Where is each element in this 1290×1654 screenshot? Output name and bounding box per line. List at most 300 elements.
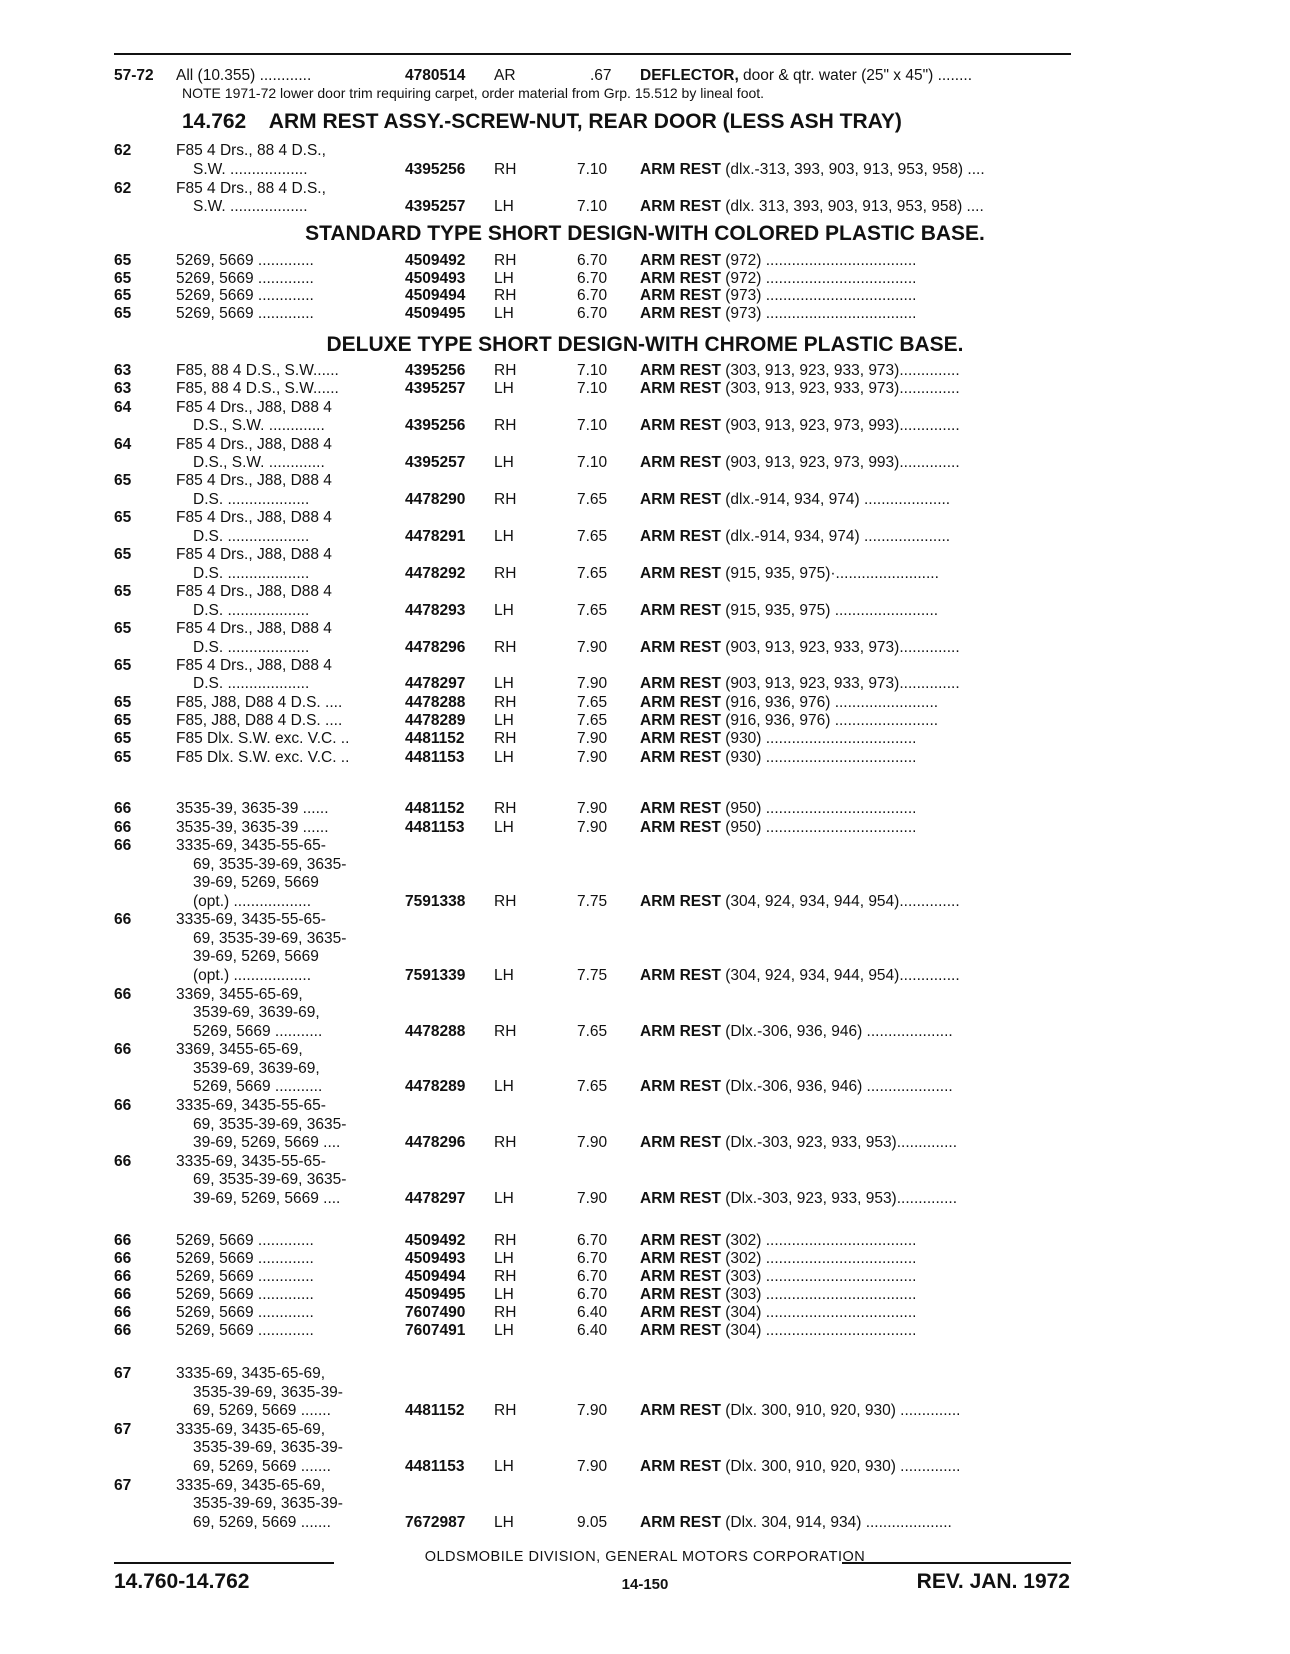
year: 65: [114, 693, 132, 711]
year: 65: [114, 748, 132, 766]
description-bold: ARM REST: [640, 1250, 721, 1267]
catalog-row: [0, 252, 1290, 271]
year: 66: [114, 1286, 132, 1303]
price: 7.90: [577, 800, 608, 817]
description-text: (973) ...................................: [720, 287, 917, 305]
description-text: (973) ...................................: [720, 305, 917, 323]
side: RH: [494, 362, 517, 379]
year: 66: [114, 1152, 132, 1170]
year: 65: [114, 287, 132, 305]
description-bold: ARM REST: [640, 800, 721, 817]
catalog-row: [0, 380, 1290, 399]
model-line: F85 4 Drs., J88, D88 4: [176, 620, 332, 637]
part-number: 7607491: [405, 1322, 466, 1339]
model-line: 5269, 5669 .............: [176, 287, 314, 305]
subheading-standard: STANDARD TYPE SHORT DESIGN-WITH COLORED PLASTIC BASE.: [305, 222, 985, 245]
model-line: 69, 5269, 5669 .......: [193, 1513, 331, 1531]
side: RH: [494, 564, 517, 582]
year: 66: [114, 1041, 132, 1059]
catalog-row: [0, 1477, 1290, 1533]
model-line: 3535-39, 3635-39 ......: [176, 800, 329, 817]
year: 66: [114, 1268, 132, 1285]
side: LH: [494, 454, 514, 472]
footer-division: OLDSMOBILE DIVISION, GENERAL MOTORS CORPORATION: [424, 1549, 866, 1565]
description: [640, 1304, 916, 1322]
description: [640, 161, 985, 179]
description: [640, 287, 916, 305]
catalog-row: [0, 1365, 1290, 1421]
description: [640, 749, 916, 767]
description-text: (Dlx.-303, 923, 933, 953)..............: [720, 1134, 958, 1152]
description-text: (304) ...................................: [720, 1322, 917, 1339]
catalog-row: [0, 399, 1290, 436]
model-line: 5269, 5669 .............: [176, 1322, 314, 1339]
part-number: 4478289: [405, 712, 466, 730]
price: 6.70: [577, 252, 608, 269]
catalog-row: [0, 1097, 1290, 1153]
year: 66: [114, 1097, 132, 1114]
description: [640, 198, 984, 216]
price: 7.90: [577, 1134, 608, 1152]
description-bold: ARM REST: [640, 693, 721, 711]
model-line: 5269, 5669 .............: [176, 1232, 314, 1249]
model-line: D.S. ...................: [193, 601, 310, 619]
price: 7.75: [577, 967, 608, 985]
description: [640, 675, 960, 693]
catalog-row: [0, 800, 1290, 819]
description-bold: ARM REST: [640, 380, 721, 398]
description-bold: ARM REST: [640, 1189, 721, 1207]
price: .67: [590, 67, 612, 84]
side: RH: [494, 693, 517, 711]
model-line: D.S., S.W. .............: [193, 417, 325, 435]
description: [640, 380, 960, 398]
model-line: F85 4 Drs., J88, D88 4: [176, 509, 332, 527]
part-number: 7672987: [405, 1513, 466, 1531]
description-bold: ARM REST: [640, 1134, 721, 1152]
model-line: F85 4 Drs., J88, D88 4: [176, 656, 332, 674]
year: 65: [114, 656, 132, 674]
part-number: 4509493: [405, 1250, 466, 1267]
description-bold: ARM REST: [640, 1286, 721, 1303]
catalog-row: [0, 362, 1290, 381]
catalog-row: [0, 180, 1290, 217]
catalog-row: [0, 911, 1290, 985]
price: 7.75: [577, 892, 608, 910]
price: 7.65: [577, 490, 608, 508]
model-line: F85, 88 4 D.S., S.W......: [176, 362, 339, 379]
model-line: 3535-39-69, 3635-39-: [193, 1439, 343, 1457]
part-number: 4395256: [405, 160, 466, 178]
catalog-row: [0, 986, 1290, 1042]
part-number: 4478288: [405, 693, 466, 711]
side: LH: [494, 380, 514, 398]
year: 65: [114, 620, 132, 637]
model-line: 69, 3535-39-69, 3635-: [193, 855, 347, 873]
part-number: 4478288: [405, 1022, 466, 1040]
price: 6.70: [577, 1268, 608, 1285]
description: [640, 528, 950, 546]
year: 65: [114, 712, 132, 730]
model-line: F85 4 Drs., J88, D88 4: [176, 546, 332, 564]
price: 7.90: [577, 675, 608, 693]
side: RH: [494, 252, 517, 269]
description-text: (303) ...................................: [720, 1286, 917, 1303]
year: 65: [114, 252, 132, 269]
side: LH: [494, 818, 514, 836]
model-line: F85, 88 4 D.S., S.W......: [176, 380, 339, 398]
description-text: (915, 935, 975) ........................: [720, 601, 939, 619]
side: LH: [494, 1250, 514, 1267]
side: RH: [494, 490, 517, 508]
description-text: (972) ...................................: [720, 252, 917, 269]
footer-page-number: 14-150: [621, 1576, 669, 1593]
year: 62: [114, 179, 132, 197]
description-text: (303, 913, 923, 933, 973)..............: [720, 362, 960, 379]
description: [640, 730, 916, 748]
part-number: 4478292: [405, 564, 466, 582]
part-number: 4395257: [405, 198, 466, 216]
model-line: D.S. ...................: [193, 675, 310, 693]
model-line: 3335-69, 3435-65-69,: [176, 1476, 326, 1494]
description: [640, 712, 938, 730]
catalog-row: [0, 1268, 1290, 1287]
part-number: 4395257: [405, 454, 466, 472]
section-title: 14.762 ARM REST ASSY.-SCREW-NUT, REAR DOOR (LESS ASH TRAY): [182, 110, 902, 133]
description-text: (dlx.-914, 934, 974) ....................: [720, 527, 951, 545]
description-bold: ARM REST: [640, 892, 721, 910]
price: 7.90: [577, 638, 608, 656]
price: 7.10: [577, 454, 608, 472]
part-number: 4780514: [405, 67, 466, 84]
model-line: F85 4 Drs., J88, D88 4: [176, 435, 332, 453]
price: 7.10: [577, 160, 608, 178]
top-rule: [114, 53, 1071, 55]
part-number: 4481152: [405, 800, 465, 817]
description: [640, 1023, 953, 1041]
price: 6.70: [577, 1250, 608, 1267]
description: [640, 819, 916, 837]
model-line: 69, 3535-39-69, 3635-: [193, 1171, 347, 1189]
side: LH: [494, 967, 514, 985]
description-bold: ARM REST: [640, 527, 721, 545]
price: 7.65: [577, 693, 608, 711]
description-bold: ARM REST: [640, 160, 721, 178]
description-text: (950) ...................................: [720, 800, 917, 817]
description-bold: ARM REST: [640, 252, 721, 269]
description-bold: ARM REST: [640, 818, 721, 836]
side: RH: [494, 730, 517, 748]
price: 7.65: [577, 1078, 608, 1096]
description: [640, 893, 960, 911]
price: 7.90: [577, 818, 608, 836]
description-text: (Dlx.-306, 936, 946) ....................: [720, 1022, 953, 1040]
side: LH: [494, 1189, 514, 1207]
model-line: 3539-69, 3639-69,: [193, 1004, 320, 1022]
price: 7.90: [577, 1457, 608, 1475]
catalog-row: [0, 472, 1290, 509]
model-line: 39-69, 5269, 5669 ....: [193, 1189, 341, 1207]
year: 64: [114, 398, 132, 416]
side: LH: [494, 675, 514, 693]
model-line: F85 4 Drs., J88, D88 4: [176, 398, 332, 416]
description-bold: ARM REST: [640, 967, 721, 985]
part-number: 4395256: [405, 417, 466, 435]
part-number: 4478296: [405, 638, 466, 656]
description: DEFLECTOR, door & qtr. water (25" x 45") ........: [640, 67, 973, 84]
description-text: (930) ...................................: [720, 730, 917, 748]
description-text: (302) ...................................: [720, 1232, 917, 1249]
description-bold: ARM REST: [640, 1078, 721, 1096]
description: [640, 1232, 916, 1250]
catalog-row: [0, 749, 1290, 768]
side: LH: [494, 1078, 514, 1096]
description-text: (304) ...................................: [720, 1304, 917, 1321]
price: 7.90: [577, 748, 608, 766]
description: [640, 602, 938, 620]
year: 67: [114, 1420, 132, 1438]
note: NOTE 1971-72 lower door trim requiring carpet, order material from Grp. 15.512 by lineal foot.: [182, 85, 765, 101]
description: [640, 305, 916, 323]
subheading-deluxe: DELUXE TYPE SHORT DESIGN-WITH CHROME PLASTIC BASE.: [326, 333, 964, 356]
description: [640, 417, 960, 435]
model-line: 3335-69, 3435-55-65-: [176, 911, 326, 929]
description-text: (916, 936, 976) ........................: [720, 712, 939, 730]
catalog-row: [0, 819, 1290, 838]
price: 7.90: [577, 730, 608, 748]
price: 6.70: [577, 1286, 608, 1303]
catalog-row: [0, 712, 1290, 731]
side: RH: [494, 1304, 517, 1321]
description-text: (304, 924, 934, 944, 954)..............: [720, 892, 960, 910]
year: 66: [114, 985, 132, 1003]
model-line: D.S. ...................: [193, 564, 310, 582]
price: 7.10: [577, 380, 608, 398]
description-text: (304, 924, 934, 944, 954)..............: [720, 967, 960, 985]
side: LH: [494, 601, 514, 619]
model-line: 39-69, 5269, 5669: [193, 948, 319, 966]
description: [640, 1268, 916, 1286]
description: [640, 967, 960, 985]
part-number: 7591339: [405, 967, 466, 985]
part-number: 4395257: [405, 380, 466, 398]
part-number: 4478297: [405, 675, 466, 693]
description-bold: ARM REST: [640, 1402, 721, 1420]
model-line: 69, 3535-39-69, 3635-: [193, 929, 347, 947]
description: [640, 362, 960, 380]
model-line: 5269, 5669 .............: [176, 1268, 314, 1285]
model-line: D.S. ...................: [193, 527, 310, 545]
catalog-row: [0, 436, 1290, 473]
catalog-row: [0, 1153, 1290, 1209]
catalog-row: [0, 287, 1290, 306]
model-line: F85 4 Drs., J88, D88 4: [176, 472, 332, 490]
description-bold: ARM REST: [640, 675, 721, 693]
description-text: (dlx.-914, 934, 974) ....................: [720, 490, 951, 508]
side: LH: [494, 1457, 514, 1475]
year: 62: [114, 142, 132, 159]
description-bold: ARM REST: [640, 601, 721, 619]
description-bold: ARM REST: [640, 712, 721, 730]
part-number: 4478293: [405, 601, 466, 619]
model-line: (opt.) ..................: [193, 892, 311, 910]
description-bold: ARM REST: [640, 417, 721, 435]
side: RH: [494, 892, 517, 910]
catalog-row: [0, 1421, 1290, 1477]
model-line: 3535-39-69, 3635-39-: [193, 1495, 343, 1513]
model-line: 69, 5269, 5669 .......: [193, 1457, 331, 1475]
side: RH: [494, 1022, 517, 1040]
description-bold: ARM REST: [640, 1304, 721, 1321]
part-number: 4509495: [405, 305, 466, 323]
catalog-row: [0, 694, 1290, 713]
side: LH: [494, 527, 514, 545]
description-text: (Dlx.-303, 923, 933, 953)..............: [720, 1189, 958, 1207]
model-line: 5269, 5669 .............: [176, 269, 314, 287]
side: RH: [494, 638, 517, 656]
model-line: 5269, 5669 ...........: [193, 1078, 323, 1096]
description: [640, 639, 960, 657]
catalog-row: [0, 1232, 1290, 1251]
description-text: (903, 913, 923, 933, 973)..............: [720, 638, 960, 656]
price: 7.65: [577, 601, 608, 619]
model-line: F85 4 Drs., 88 4 D.S.,: [176, 179, 326, 197]
model-line: 3369, 3455-65-69,: [176, 985, 303, 1003]
model-line: 5269, 5669 .............: [176, 1304, 314, 1321]
description: [640, 1402, 960, 1420]
description-bold: ARM REST: [640, 287, 721, 305]
model-line: F85, J88, D88 4 D.S. ....: [176, 693, 343, 711]
side: LH: [494, 748, 514, 766]
model-line: 3335-69, 3435-55-65-: [176, 837, 326, 854]
price: 6.40: [577, 1304, 608, 1321]
part-number: 4481152: [405, 1402, 465, 1420]
description-text: (dlx.-313, 393, 903, 913, 953, 958) ....: [720, 160, 985, 178]
catalog-row: [0, 620, 1290, 657]
year: 66: [114, 911, 132, 929]
side: RH: [494, 160, 517, 178]
part-number: 7591338: [405, 892, 466, 910]
price: 7.10: [577, 417, 608, 435]
year: 57-72: [114, 67, 154, 84]
description-text: (303) ...................................: [720, 1268, 917, 1285]
description-text: (Dlx.-306, 936, 946) ....................: [720, 1078, 953, 1096]
model-line: D.S., S.W. .............: [193, 454, 325, 472]
catalog-row: [0, 1322, 1290, 1341]
price: 6.70: [577, 1232, 608, 1249]
catalog-row: [0, 1250, 1290, 1269]
model-line: 3335-69, 3435-55-65-: [176, 1097, 326, 1114]
model-line: 5269, 5669 ...........: [193, 1022, 323, 1040]
year: 65: [114, 305, 132, 323]
side: RH: [494, 1268, 517, 1285]
description-bold: ARM REST: [640, 638, 721, 656]
model-line: 3335-69, 3435-65-69,: [176, 1420, 326, 1438]
description-text: (dlx. 313, 393, 903, 913, 953, 958) ....: [720, 198, 984, 216]
model-line: 3369, 3455-65-69,: [176, 1041, 303, 1059]
year: 67: [114, 1365, 132, 1382]
description: [640, 1078, 953, 1096]
description-bold: ARM REST: [640, 269, 721, 287]
description-bold: ARM REST: [640, 730, 721, 748]
part-number: 4478289: [405, 1078, 466, 1096]
description: [640, 800, 916, 818]
year: 66: [114, 1232, 132, 1249]
part-number: 4509492: [405, 252, 466, 269]
description-text: (903, 913, 923, 973, 993)..............: [720, 454, 960, 472]
model-line: 39-69, 5269, 5669: [193, 874, 319, 892]
year: 63: [114, 380, 132, 398]
model-line: F85 4 Drs., 88 4 D.S.,: [176, 142, 326, 159]
description-text: (903, 913, 923, 973, 993)..............: [720, 417, 960, 435]
description-bold: ARM REST: [640, 748, 721, 766]
side: LH: [494, 1322, 514, 1339]
description-text: (Dlx. 304, 914, 934) ....................: [720, 1513, 952, 1531]
side: RH: [494, 800, 517, 817]
description-text: (302) ...................................: [720, 1250, 917, 1267]
model-line: 3539-69, 3639-69,: [193, 1059, 320, 1077]
model-line: D.S. ...................: [193, 638, 310, 656]
description: [640, 1250, 916, 1268]
description-text: (903, 913, 923, 933, 973)..............: [720, 675, 960, 693]
model-line: 3535-39-69, 3635-39-: [193, 1383, 343, 1401]
model-line: D.S. ...................: [193, 490, 310, 508]
part-number: 4509494: [405, 287, 466, 305]
year: 65: [114, 509, 132, 527]
side: LH: [494, 712, 514, 730]
price: 7.90: [577, 1402, 608, 1420]
part-number: 7607490: [405, 1304, 466, 1321]
part-number: 4481153: [405, 818, 465, 836]
year: 65: [114, 546, 132, 564]
year: 66: [114, 1250, 132, 1267]
price: 7.65: [577, 1022, 608, 1040]
description: [640, 1514, 952, 1532]
year: 65: [114, 472, 132, 490]
year: 66: [114, 818, 132, 836]
catalog-row: [0, 1304, 1290, 1323]
part-number: 4509494: [405, 1268, 466, 1285]
description-bold: ARM REST: [640, 362, 721, 379]
description-bold: ARM REST: [640, 1457, 721, 1475]
part-number: 4509493: [405, 269, 466, 287]
deflector-row: [0, 67, 1290, 85]
catalog-row: [0, 305, 1290, 324]
side: RH: [494, 1232, 517, 1249]
description-bold: ARM REST: [640, 305, 721, 323]
model: All (10.355) ............: [176, 67, 312, 84]
side: AR: [494, 67, 516, 84]
part-number: 4478296: [405, 1134, 466, 1152]
part-number: 4481152: [405, 730, 465, 748]
description: [640, 1190, 957, 1208]
model-line: 69, 5269, 5669 .......: [193, 1402, 331, 1420]
description-text: (950) ...................................: [720, 818, 917, 836]
description: [640, 454, 960, 472]
description-text: (930) ...................................: [720, 748, 917, 766]
side: RH: [494, 417, 517, 435]
price: 6.70: [577, 269, 608, 287]
part-number: 4481153: [405, 1457, 465, 1475]
price: 6.70: [577, 305, 608, 323]
description: [640, 1458, 960, 1476]
description: [640, 694, 938, 712]
model-line: F85 Dlx. S.W. exc. V.C. ..: [176, 730, 350, 748]
year: 65: [114, 269, 132, 287]
description-text: (Dlx. 300, 910, 920, 930) ..............: [720, 1402, 961, 1420]
catalog-row: [0, 546, 1290, 583]
catalog-row: [0, 509, 1290, 546]
